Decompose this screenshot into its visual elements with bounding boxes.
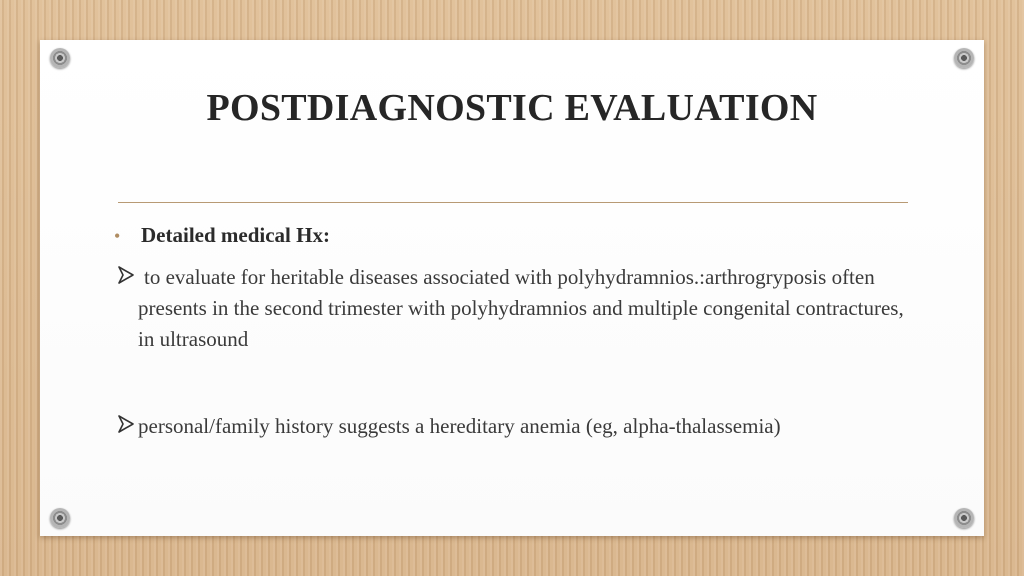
slide-card [40, 40, 984, 536]
arrow-bullet-icon [116, 412, 138, 443]
arrow-bullet-icon [116, 263, 138, 294]
sub-item-text: personal/family history suggests a hereditary anemia (eg, alpha-thalassemia) [138, 414, 781, 438]
sub-item [116, 411, 918, 442]
pushpin-icon [954, 508, 974, 528]
sub-item [116, 262, 918, 355]
pushpin-icon [50, 508, 70, 528]
sub-item-text: to evaluate for heritable diseases associated with polyhydramnios.:arthrogryposis often presents in the second trimester with polyhydramnios and multiple congenital contractures, in ultrasound [138, 265, 904, 351]
pushpin-icon [50, 48, 70, 68]
bullet-label: Detailed medical Hx: [141, 223, 330, 247]
pushpin-icon [954, 48, 974, 68]
bullet-item [114, 223, 330, 248]
title-divider [118, 202, 908, 203]
dot-bullet-icon: • [114, 226, 121, 246]
slide-title: POSTDIAGNOSTIC EVALUATION [206, 87, 818, 129]
